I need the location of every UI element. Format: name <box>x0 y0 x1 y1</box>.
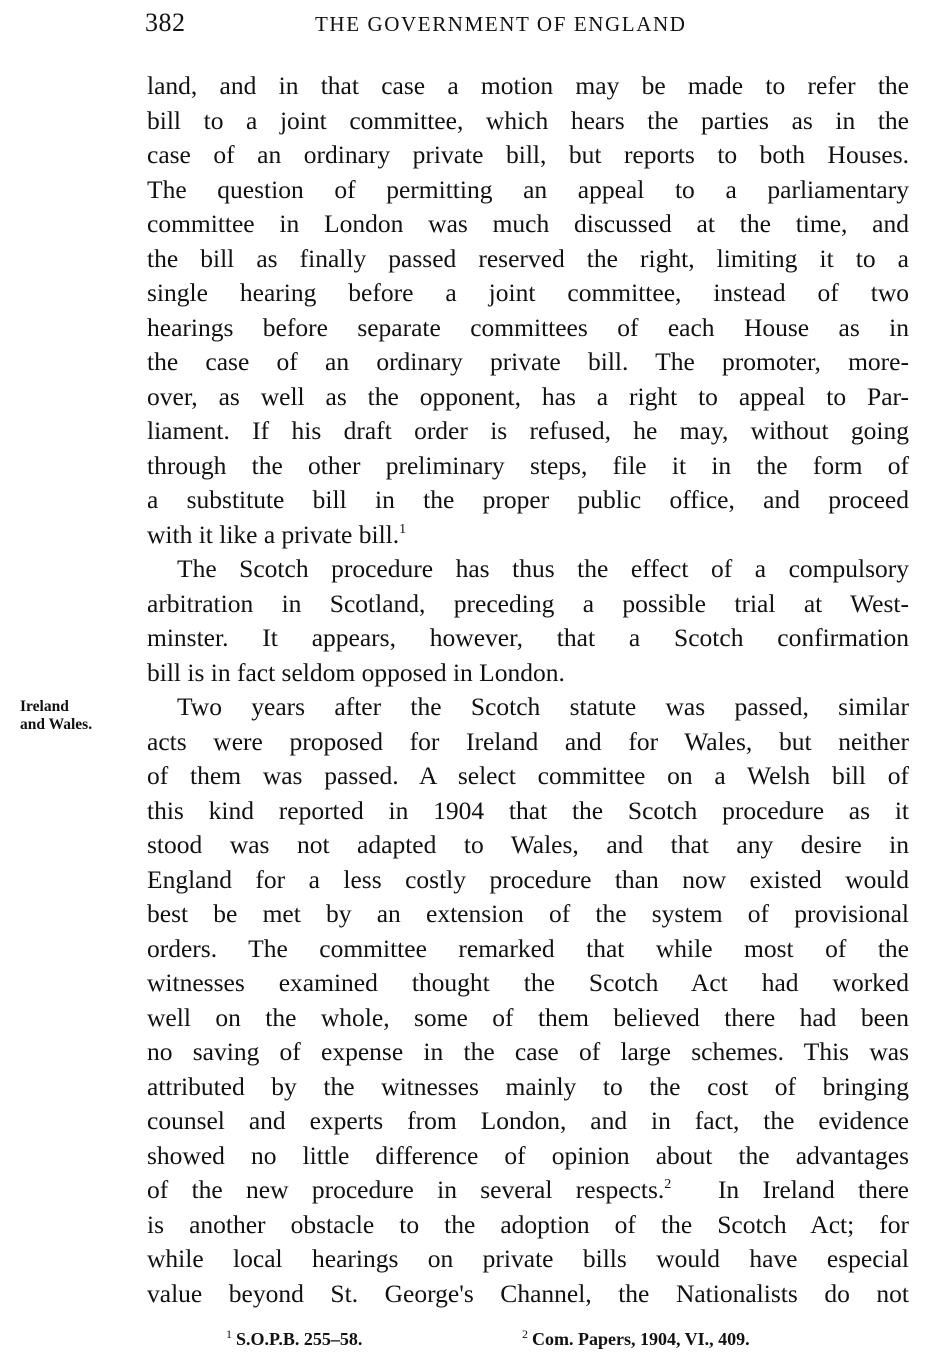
text-line: minster. It appears, however, that a Scotch confirmation <box>147 623 909 652</box>
text-line: single hearing before a joint committee, instead of two <box>147 278 909 307</box>
text-line: stood was not adapted to Wales, and that any desire in <box>147 830 909 859</box>
footnotes <box>226 1320 846 1350</box>
footnote-2 <box>522 1320 750 1353</box>
text-line: counsel and experts from London, and in fact, the evidence <box>147 1106 909 1135</box>
text-line: orders. The committee remarked that while most of the <box>147 933 909 963</box>
text-line: The Scotch procedure has thus the effect of a compulsory <box>177 554 909 583</box>
text-line: Two years after the Scotch statute was passed, similar <box>177 692 909 721</box>
margin-note <box>20 698 140 734</box>
body-text <box>147 69 909 1311</box>
footnote-text: Com. Papers, 1904, VI., 409. <box>532 1329 750 1349</box>
footnote-ref: 2 <box>664 1177 672 1192</box>
page-number: 382 <box>145 8 186 37</box>
text-line: is another obstacle to the adoption of the Scotch Act; for <box>147 1209 909 1239</box>
text-line: hearings before separate committees of each House as in <box>147 312 909 342</box>
text-line: liament. If his draft order is refused, he may, without going <box>147 416 909 445</box>
text-line: land, and in that case a motion may be made to refer the <box>147 71 909 100</box>
text-span: of the new procedure in several respects. <box>147 1175 665 1204</box>
text-line: through the other preliminary steps, file it in the form of <box>147 450 909 480</box>
text-line: best be met by an extension of the system of provisional <box>147 899 909 928</box>
margin-note-line: and Wales. <box>20 716 93 733</box>
footnote-mark: 1 <box>226 1327 232 1341</box>
text-line <box>147 518 909 553</box>
text-line: of them was passed. A select committee on a Welsh bill of <box>147 761 909 790</box>
text-line: The question of permitting an appeal to a parliamentary <box>147 174 909 204</box>
text-span: In Ireland there <box>671 1175 909 1204</box>
text-line: while local hearings on private bills would have especial <box>147 1244 909 1273</box>
text-line: no saving of expense in the case of large schemes. This was <box>147 1037 909 1066</box>
text-line: well on the whole, some of them believed there had been <box>147 1002 909 1032</box>
text-line: the bill as finally passed reserved the right, limiting it to a <box>147 243 909 273</box>
text-line: showed no little difference of opinion about the advantages <box>147 1140 909 1170</box>
footnote-text: S.O.P.B. 255–58. <box>236 1329 363 1349</box>
text-line: the case of an ordinary private bill. The promoter, more- <box>147 347 909 376</box>
running-title: THE GOVERNMENT OF ENGLAND <box>315 12 687 36</box>
text-line: England for a less costly procedure than now existed would <box>147 864 909 894</box>
text-line: acts were proposed for Ireland and for Wales, but neither <box>147 726 909 756</box>
text-line: bill is in fact seldom opposed in London. <box>147 657 565 687</box>
text-line: case of an ordinary private bill, but reports to both Houses. <box>147 140 909 169</box>
text-line: over, as well as the opponent, has a right to appeal to Par- <box>147 381 909 411</box>
text-line: committee in London was much discussed at the time, and <box>147 209 909 238</box>
page-header <box>145 6 910 40</box>
margin-note-line: Ireland <box>20 698 69 715</box>
text-line: witnesses examined thought the Scotch Act had worked <box>147 968 909 997</box>
footnote-mark: 2 <box>522 1327 528 1341</box>
text-line: attributed by the witnesses mainly to the cost of bringing <box>147 1071 909 1101</box>
text-span: with it like a private bill. <box>147 519 400 549</box>
text-line: arbitration in Scotland, preceding a possible trial at West- <box>147 588 909 618</box>
text-line: a substitute bill in the proper public office, and proceed <box>147 485 909 514</box>
footnote-ref: 1 <box>399 521 407 537</box>
footnote-1 <box>226 1320 362 1353</box>
text-line: this kind reported in 1904 that the Scotch procedure as it <box>147 795 909 825</box>
text-line: bill to a joint committee, which hears the parties as in the <box>147 105 909 135</box>
text-line: value beyond St. George's Channel, the Nationalists do not <box>147 1278 909 1308</box>
text-line <box>147 1173 909 1208</box>
